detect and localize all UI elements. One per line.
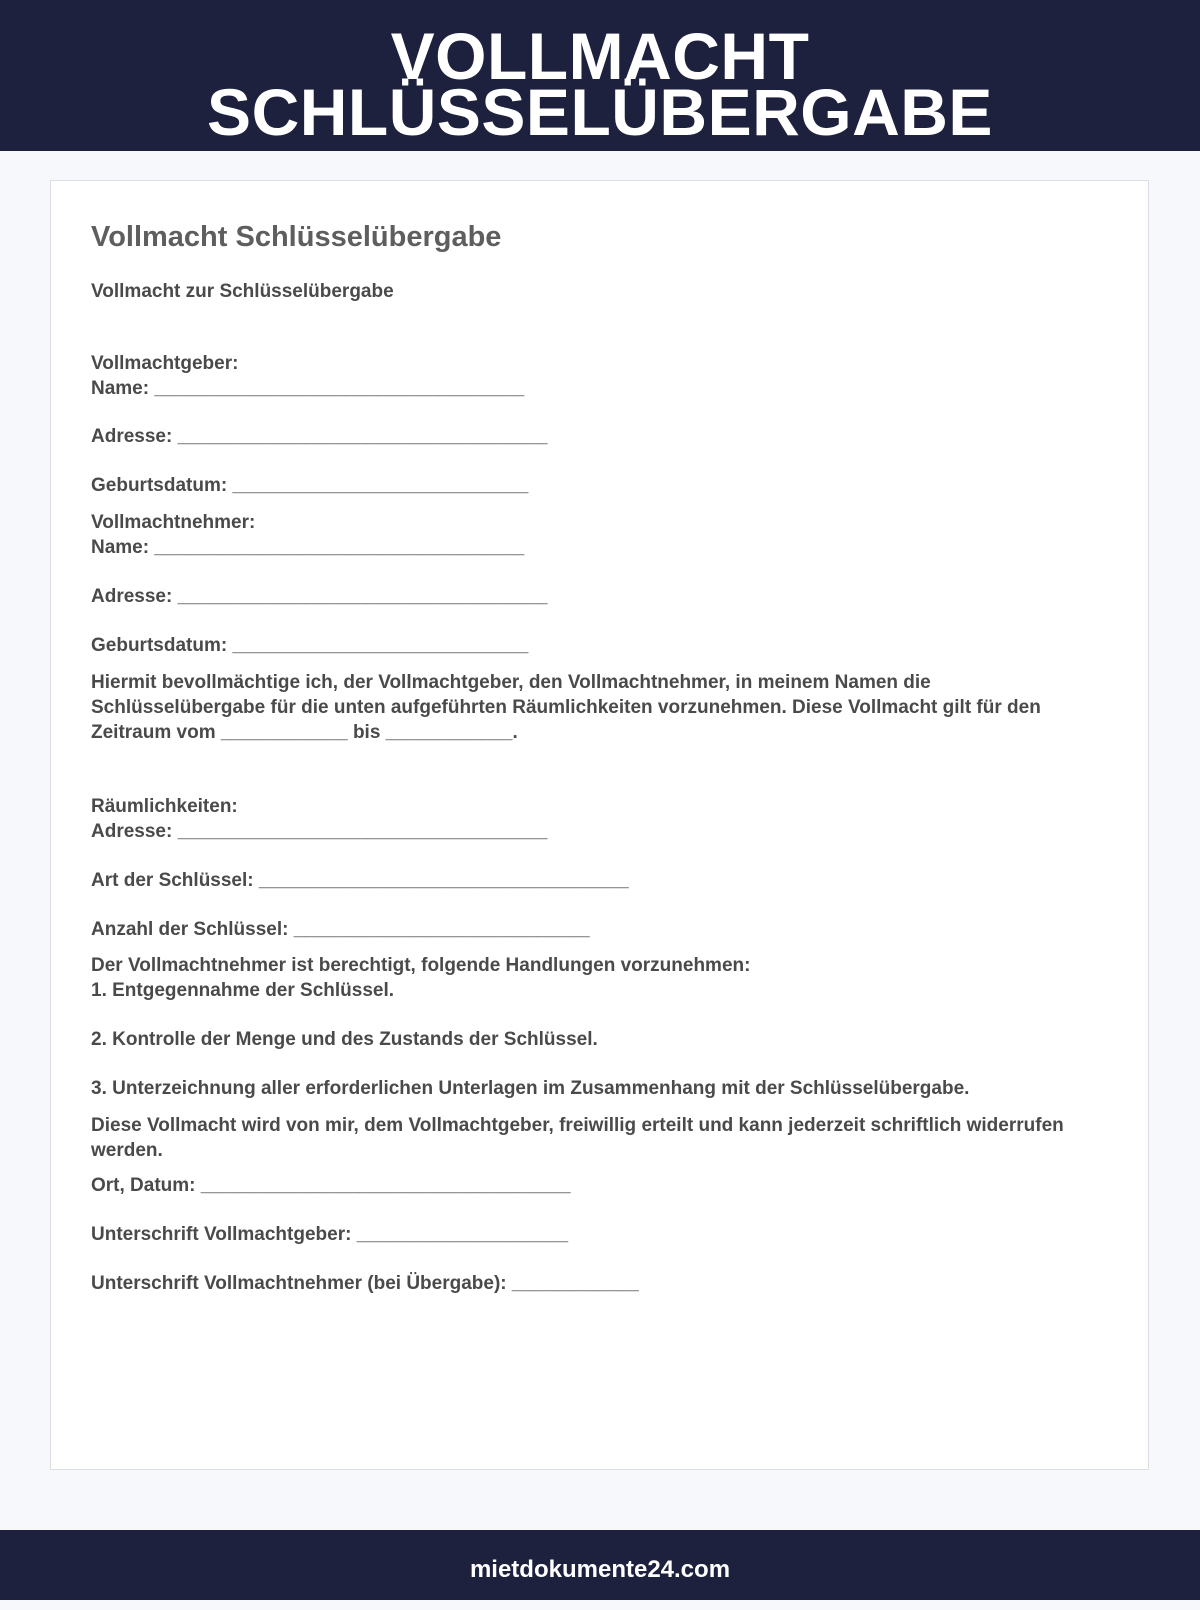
page-header xyxy=(0,0,1200,151)
grantee-heading: Vollmachtnehmer: xyxy=(91,512,256,533)
grantor-address-field: Adresse: ___________________________________ xyxy=(91,426,548,447)
key-count-field: Anzahl der Schlüssel: ____________________________ xyxy=(91,919,590,940)
authorization-paragraph: Hiermit bevollmächtige ich, der Vollmachtgeber, den Vollmachtnehmer, in meinem Namen die Schlüsselübergabe für die unten aufgeführten Räumlichkeiten vorzunehmen. Diese Vollmacht gilt für den Zeitraum vom ____________ bis ____________. xyxy=(91,672,1041,743)
header-title-line-1: VOLLMACHT xyxy=(390,19,810,93)
actions-intro: Der Vollmachtnehmer ist berechtigt, folgende Handlungen vorzunehmen: xyxy=(91,955,751,976)
grantee-address-field: Adresse: ___________________________________ xyxy=(91,586,548,607)
document-card xyxy=(50,180,1149,1470)
key-type-field: Art der Schlüssel: ___________________________________ xyxy=(91,870,629,891)
action-item-2: 2. Kontrolle der Menge und des Zustands der Schlüssel. xyxy=(91,1029,598,1050)
footer-site-link[interactable]: mietdokumente24.com xyxy=(469,1556,731,1583)
page-footer xyxy=(0,1530,1200,1600)
grantor-heading: Vollmachtgeber: xyxy=(91,353,239,374)
grantee-birthdate-field: Geburtsdatum: ____________________________ xyxy=(91,635,529,656)
grantee-name-field: Name: ___________________________________ xyxy=(91,537,525,558)
grantee-signature-field: Unterschrift Vollmachtnehmer (bei Übergabe): ____________ xyxy=(91,1273,639,1294)
document-title: Vollmacht Schlüsselübergabe xyxy=(91,221,502,253)
document-subtitle: Vollmacht zur Schlüsselübergabe xyxy=(91,281,394,302)
place-date-field: Ort, Datum: ___________________________________ xyxy=(91,1175,571,1196)
action-item-3: 3. Unterzeichnung aller erforderlichen Unterlagen im Zusammenhang mit der Schlüsselübergabe. xyxy=(91,1078,970,1099)
action-item-1: 1. Entgegennahme der Schlüssel. xyxy=(91,980,395,1001)
header-title-line-2: SCHLÜSSELÜBERGABE xyxy=(207,75,993,149)
grantor-name-field: Name: ___________________________________ xyxy=(91,378,525,399)
grantor-signature-field: Unterschrift Vollmachtgeber: ____________________ xyxy=(91,1224,569,1245)
revocation-paragraph: Diese Vollmacht wird von mir, dem Vollmachtgeber, freiwillig erteilt und kann jederzeit schriftlich widerrufen werden. xyxy=(91,1115,1064,1161)
grantor-birthdate-field: Geburtsdatum: ____________________________ xyxy=(91,475,529,496)
premises-heading: Räumlichkeiten: xyxy=(91,796,238,817)
premises-address-field: Adresse: ___________________________________ xyxy=(91,821,548,842)
